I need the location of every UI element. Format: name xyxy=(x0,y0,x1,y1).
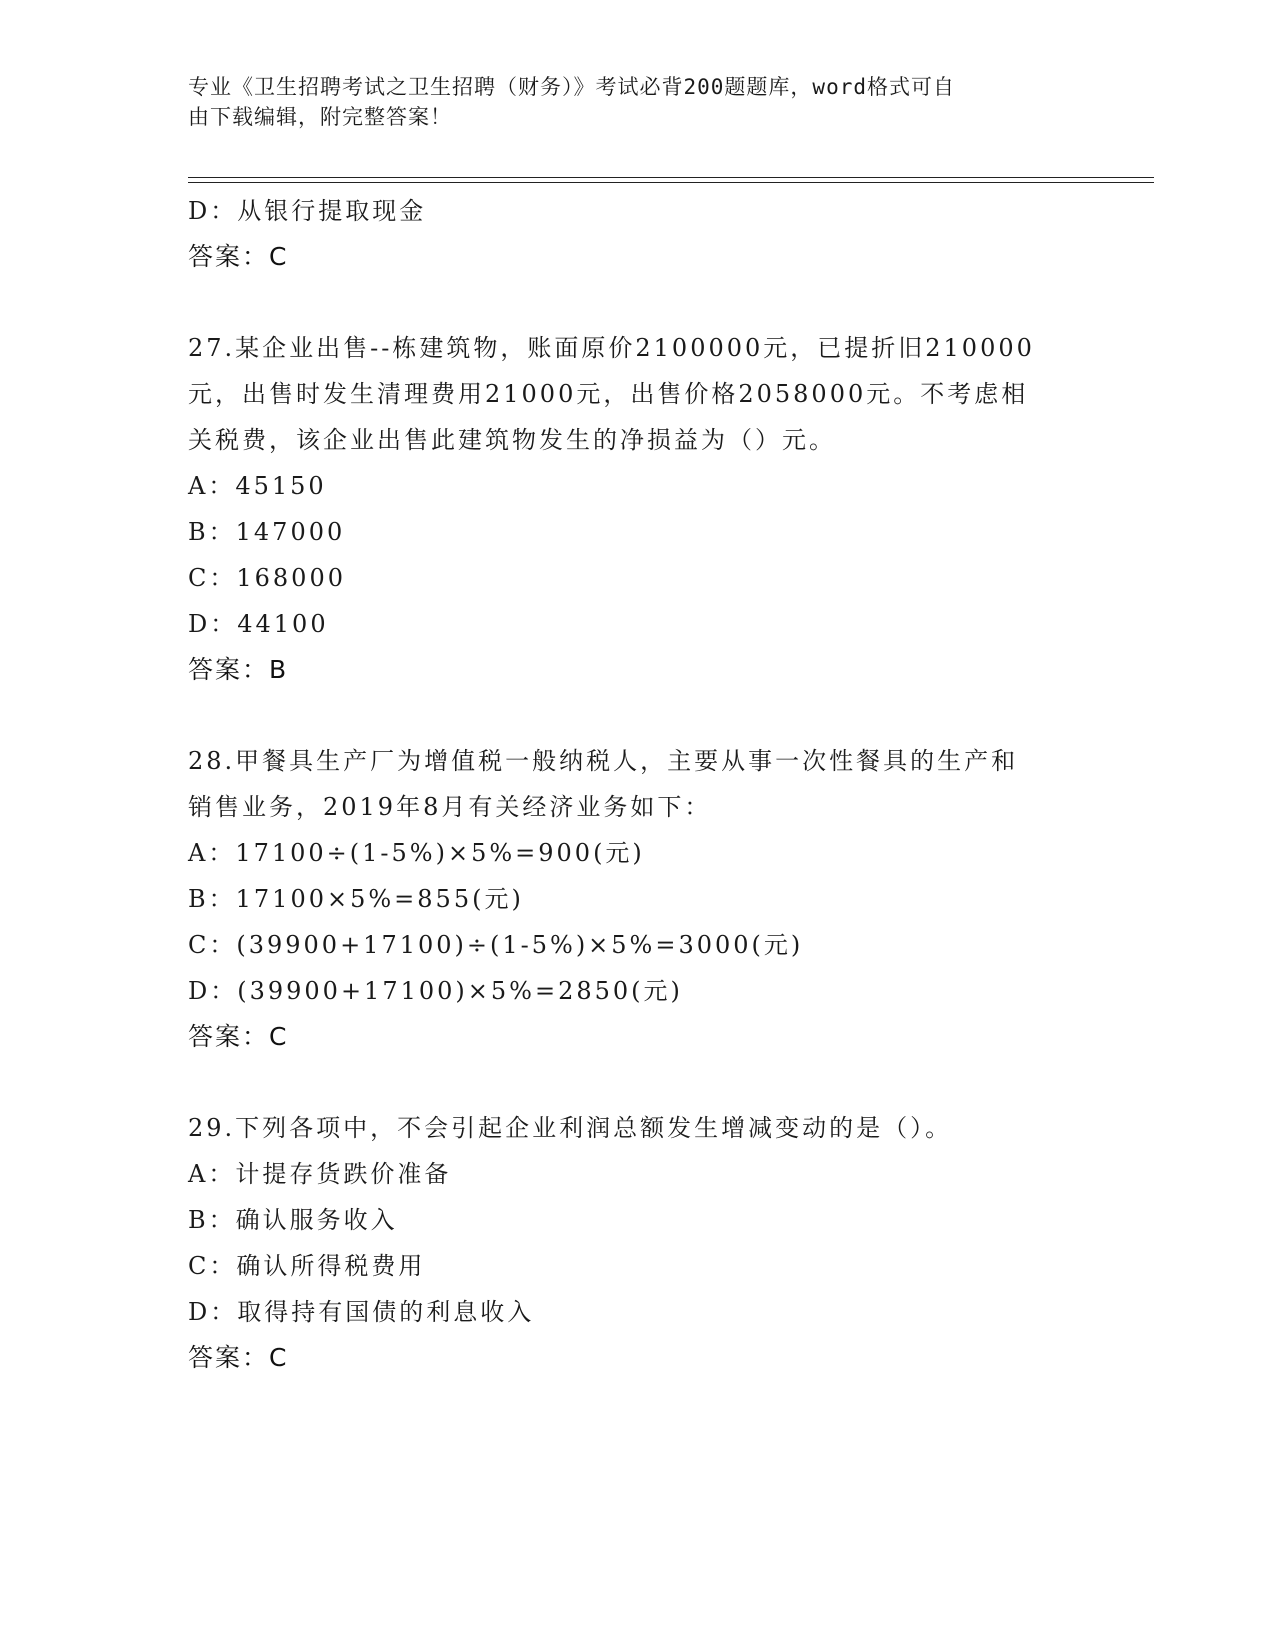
option-a: A：17100÷(1-5%)×5%=900(元) xyxy=(188,839,645,867)
header-divider-bottom xyxy=(188,182,1154,183)
question-stem-line: 29.下列各项中，不会引起企业利润总额发生增减变动的是（）。 xyxy=(188,1114,953,1142)
document-header xyxy=(188,72,1068,132)
option-b: B：147000 xyxy=(188,518,346,546)
option-a: A：计提存货跌价准备 xyxy=(188,1160,452,1188)
option-c: C：168000 xyxy=(188,564,346,592)
option-a: A：45150 xyxy=(188,472,327,500)
answer-line: 答案：C xyxy=(188,1343,289,1372)
answer-line: 答案：C xyxy=(188,1022,289,1051)
spacer xyxy=(188,280,1088,325)
option-c: C：(39900+17100)÷(1-5%)×5%=3000(元) xyxy=(188,931,804,959)
option-b: B：17100×5%=855(元) xyxy=(188,885,524,913)
question-stem-line: 元，出售时发生清理费用21000元，出售价格2058000元。不考虑相 xyxy=(188,380,1029,408)
option-d: D：(39900+17100)×5%=2850(元) xyxy=(188,977,683,1005)
question-29 xyxy=(188,1105,1088,1381)
option-d: D：取得持有国债的利息收入 xyxy=(188,1298,535,1326)
spacer xyxy=(188,693,1088,738)
header-divider-top xyxy=(188,177,1154,178)
question-27 xyxy=(188,325,1088,693)
option-d: D：44100 xyxy=(188,610,329,638)
question-28 xyxy=(188,738,1088,1060)
spacer xyxy=(188,1060,1088,1105)
answer-line: 答案：B xyxy=(188,655,289,684)
header-line-2: 由下载编辑，附完整答案！ xyxy=(188,105,452,129)
option-d: D：从银行提取现金 xyxy=(188,197,427,225)
question-list xyxy=(188,188,1088,1381)
question-stem-line: 关税费，该企业出售此建筑物发生的净损益为（）元。 xyxy=(188,426,836,454)
previous-question-tail xyxy=(188,188,1088,280)
question-stem-line: 销售业务，2019年8月有关经济业务如下： xyxy=(188,793,712,821)
option-c: C：确认所得税费用 xyxy=(188,1252,426,1280)
question-stem-line: 27.某企业出售--栋建筑物，账面原价2100000元，已提折旧210000 xyxy=(188,334,1035,362)
header-line-1: 专业《卫生招聘考试之卫生招聘（财务）》考试必背200题题库，word格式可自 xyxy=(188,75,955,99)
option-b: B：确认服务收入 xyxy=(188,1206,398,1234)
question-stem-line: 28.甲餐具生产厂为增值税一般纳税人，主要从事一次性餐具的生产和 xyxy=(188,747,1019,775)
answer-line: 答案：C xyxy=(188,242,289,271)
